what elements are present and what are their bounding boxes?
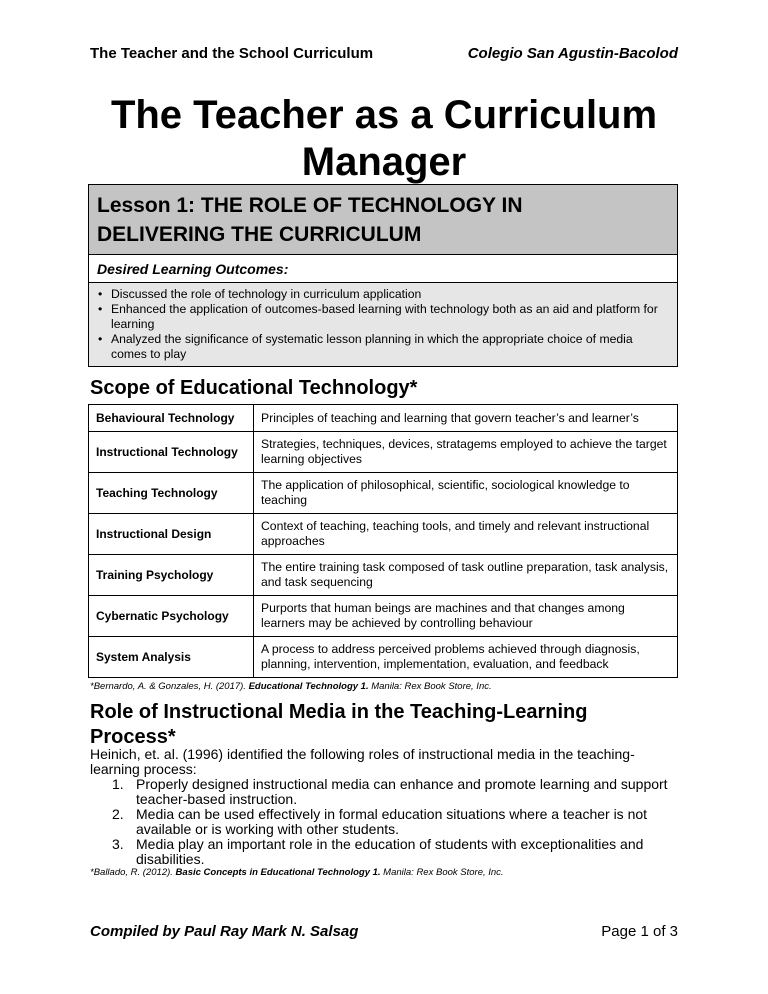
scope-term: Cybernatic Psychology bbox=[89, 596, 254, 637]
lesson-heading bbox=[89, 185, 677, 255]
roles-list bbox=[112, 777, 682, 867]
footer-page-number: Page 1 of 3 bbox=[601, 923, 678, 940]
scope-citation bbox=[90, 681, 492, 692]
header-course-title: The Teacher and the School Curriculum bbox=[90, 45, 374, 62]
list-item bbox=[112, 837, 682, 867]
outcomes-list bbox=[89, 283, 677, 366]
list-text: Media play an important role in the education of students with exceptionalities and disabilities. bbox=[136, 836, 644, 867]
role-heading: Role of Instructional Media in the Teaching-Learning Process* bbox=[90, 701, 588, 748]
page-title-line-1: The Teacher as a Curriculum bbox=[110, 93, 658, 137]
page-header bbox=[90, 45, 678, 62]
scope-definition: The application of philosophical, scientific, sociological knowledge to teaching bbox=[254, 473, 678, 514]
citation-title: Educational Technology 1. bbox=[248, 681, 369, 692]
scope-definition: The entire training task composed of task outline preparation, task analysis, and task sequencing bbox=[254, 555, 678, 596]
scope-definition: Principles of teaching and learning that govern teacher’s and learner’s bbox=[254, 405, 678, 432]
outcome-item: • Enhanced the application of outcomes-based learning with technology both as an aid and platform for learning bbox=[97, 302, 669, 332]
header-school-name: Colegio San Agustin-Bacolod bbox=[467, 45, 678, 62]
scope-term: Training Psychology bbox=[89, 555, 254, 596]
table-row bbox=[89, 555, 678, 596]
list-number: 1. bbox=[112, 776, 124, 792]
list-text: Properly designed instructional media can enhance and promote learning and support teacher-based instruction. bbox=[136, 776, 668, 807]
role-citation bbox=[90, 867, 504, 878]
page-footer bbox=[90, 923, 678, 940]
scope-term: System Analysis bbox=[89, 637, 254, 678]
list-number: 2. bbox=[112, 806, 124, 822]
list-number: 3. bbox=[112, 836, 124, 852]
outcome-item: • Analyzed the significance of systematic lesson planning in which the appropriate choice of media comes to play bbox=[97, 332, 669, 362]
scope-definition: Purports that human beings are machines and that changes among learners may be achieved by controlling behaviour bbox=[254, 596, 678, 637]
table-row bbox=[89, 514, 678, 555]
citation-author: *Bernardo, A. & Gonzales, H. (2017). bbox=[90, 681, 249, 692]
page-title bbox=[90, 92, 678, 186]
scope-definition: Strategies, techniques, devices, stratagems employed to achieve the target learning objectives bbox=[254, 432, 678, 473]
lesson-heading-line-2: DELIVERING THE CURRICULUM bbox=[97, 223, 422, 246]
list-item bbox=[112, 777, 682, 807]
list-item bbox=[112, 807, 682, 837]
scope-definition: A process to address perceived problems achieved through diagnosis, planning, intervention, implementation, evaluation, and feedback bbox=[254, 637, 678, 678]
scope-heading: Scope of Educational Technology* bbox=[90, 377, 418, 399]
scope-term: Behavioural Technology bbox=[89, 405, 254, 432]
table-row bbox=[89, 432, 678, 473]
citation-publisher: Manila: Rex Book Store, Inc. bbox=[380, 867, 504, 878]
citation-title: Basic Concepts in Educational Technology 1. bbox=[175, 867, 381, 878]
list-text: Media can be used effectively in formal education situations where a teacher is not available or is working with other students. bbox=[136, 806, 648, 837]
lesson-box bbox=[88, 184, 678, 367]
lesson-heading-line-1: Lesson 1: THE ROLE OF TECHNOLOGY IN bbox=[97, 194, 523, 217]
scope-table bbox=[88, 404, 678, 678]
footer-compiler: Compiled by Paul Ray Mark N. Salsag bbox=[90, 923, 359, 940]
scope-term: Instructional Technology bbox=[89, 432, 254, 473]
table-row bbox=[89, 596, 678, 637]
page-title-line-2: Manager bbox=[301, 140, 467, 184]
scope-definition: Context of teaching, teaching tools, and timely and relevant instructional approaches bbox=[254, 514, 678, 555]
role-intro: Heinich, et. al. (1996) identified the following roles of instructional media in the teaching-learning process: bbox=[90, 746, 635, 777]
table-row bbox=[89, 405, 678, 432]
citation-publisher: Manila: Rex Book Store, Inc. bbox=[368, 681, 492, 692]
table-row bbox=[89, 637, 678, 678]
outcomes-label: Desired Learning Outcomes: bbox=[89, 255, 677, 283]
scope-term: Teaching Technology bbox=[89, 473, 254, 514]
citation-author: *Ballado, R. (2012). bbox=[90, 867, 176, 878]
table-row bbox=[89, 473, 678, 514]
outcome-item: • Discussed the role of technology in curriculum application bbox=[97, 287, 669, 302]
scope-term: Instructional Design bbox=[89, 514, 254, 555]
